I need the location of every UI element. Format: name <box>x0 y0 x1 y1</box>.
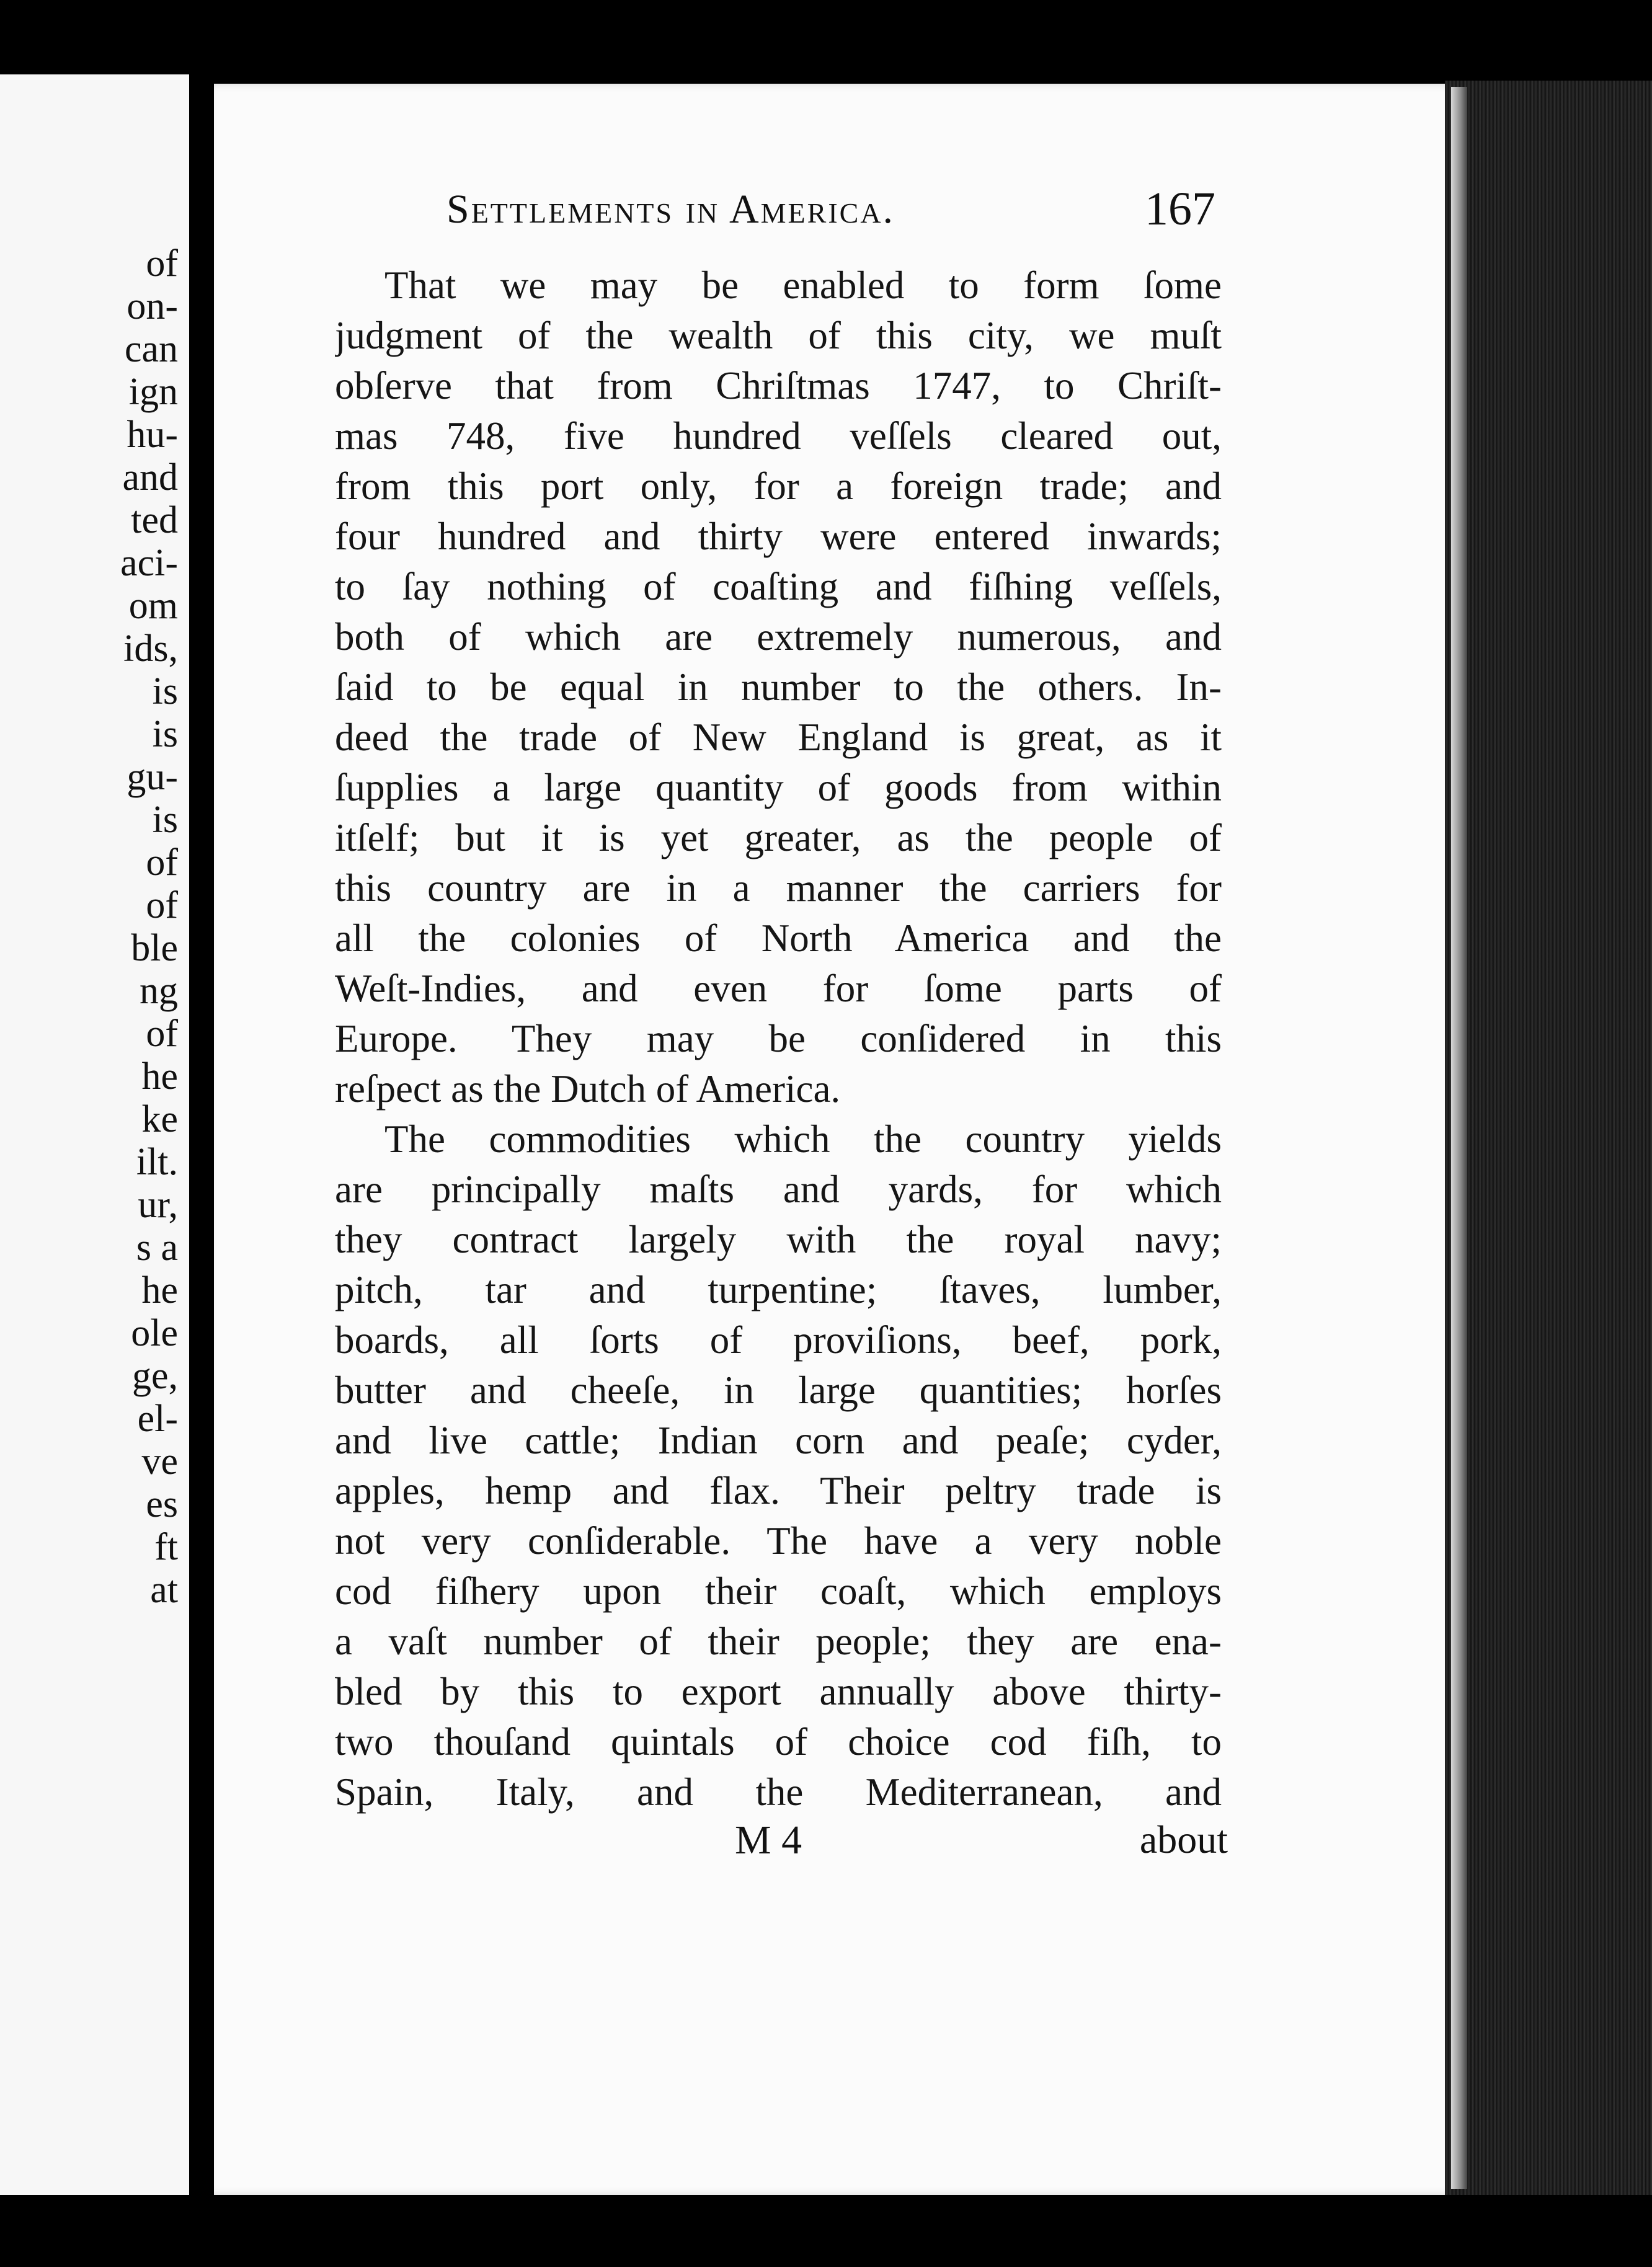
text-line: Spain, Italy, and the Mediterranean, and <box>335 1770 1222 1814</box>
previous-page-fragment: ft <box>154 1526 178 1568</box>
previous-page-fragment: of <box>146 841 178 884</box>
previous-page-fragment: is <box>152 799 178 841</box>
text-line: to ſay nothing of coaſting and fiſhing veſſels, <box>335 565 1222 608</box>
previous-page-fragment: gu- <box>127 756 178 798</box>
text-line: The commodities which the country yields <box>384 1117 1222 1161</box>
page-number: 167 <box>1145 183 1215 235</box>
previous-page-fragment: ole <box>131 1312 178 1354</box>
text-line: a vaſt number of their people; they are ena- <box>335 1620 1222 1663</box>
text-line: pitch, tar and turpentine; ſtaves, lumber, <box>335 1268 1222 1311</box>
previous-page-fragment: is <box>152 713 178 755</box>
text-line: from this port only, for a foreign trade; and <box>335 464 1222 508</box>
text-line: they contract largely with the royal navy; <box>335 1218 1222 1261</box>
previous-page-fragment: hu- <box>127 414 178 456</box>
previous-page-fragment: of <box>146 1013 178 1055</box>
text-line: ſaid to be equal in number to the others. In- <box>335 665 1222 709</box>
text-line: obſerve that from Chriſtmas 1747, to Chriſt- <box>335 364 1222 407</box>
previous-page <box>0 74 189 2195</box>
text-line: butter and cheeſe, in large quantities; horſes <box>335 1369 1222 1412</box>
previous-page-fragment: ids, <box>123 628 178 670</box>
catchword: about <box>1139 1817 1228 1861</box>
text-line: all the colonies of North America and the <box>335 916 1222 960</box>
previous-page-fragment: on- <box>127 285 178 327</box>
previous-page-fragment: ng <box>140 970 178 1012</box>
previous-page-fragment: aci- <box>120 542 178 584</box>
page-edge <box>1451 87 1467 2189</box>
previous-page-fragment: and <box>122 456 178 499</box>
text-line: Weſt-Indies, and even for ſome parts of <box>335 967 1222 1010</box>
text-line: That we may be enabled to form ſome <box>384 264 1222 307</box>
previous-page-fragment: es <box>146 1483 178 1525</box>
book-gutter <box>189 62 214 2207</box>
previous-page-fragment: of <box>146 884 178 926</box>
text-line: mas 748, five hundred veſſels cleared out, <box>335 414 1222 458</box>
previous-page-fragment: ilt. <box>136 1141 178 1183</box>
text-line: deed the trade of New England is great, as it <box>335 716 1222 759</box>
text-line: cod fiſhery upon their coaſt, which employs <box>335 1569 1222 1613</box>
text-line: both of which are extremely numerous, and <box>335 615 1222 659</box>
previous-page-fragment: el- <box>137 1398 178 1440</box>
previous-page-fragment: of <box>146 242 178 285</box>
text-line: itſelf; but it is yet greater, as the people of <box>335 816 1222 859</box>
text-line: judgment of the wealth of this city, we muſt <box>335 314 1222 357</box>
text-line: Europe. They may be conſidered in this <box>335 1017 1222 1060</box>
previous-page-fragment: ur, <box>138 1184 178 1226</box>
text-line: ſupplies a large quantity of goods from within <box>335 766 1222 809</box>
text-line: apples, hemp and flax. Their peltry trade is <box>335 1469 1222 1512</box>
text-line: four hundred and thirty were entered inwards; <box>335 515 1222 558</box>
previous-page-fragment: ble <box>131 927 178 969</box>
page-header <box>446 183 1215 242</box>
previous-page-fragment: is <box>152 670 178 712</box>
text-line: two thouſand quintals of choice cod fiſh, to <box>335 1720 1222 1763</box>
previous-page-fragment: ve <box>141 1440 178 1483</box>
text-line: bled by this to export annually above thirty- <box>335 1670 1222 1713</box>
previous-page-fragment: can <box>124 328 178 370</box>
previous-page-fragment: ign <box>128 371 178 413</box>
running-head: Settlements in America. <box>446 187 895 232</box>
previous-page-fragment: ge, <box>131 1355 178 1397</box>
text-line: boards, all ſorts of proviſions, beef, pork, <box>335 1318 1222 1362</box>
text-line: reſpect as the Dutch of America. <box>335 1067 841 1111</box>
previous-page-fragment: om <box>128 585 178 627</box>
text-line: not very conſiderable. The have a very noble <box>335 1519 1222 1563</box>
text-line: are principally maſts and yards, for which <box>335 1168 1222 1211</box>
previous-page-fragment: he <box>141 1055 178 1098</box>
previous-page-fragment: he <box>141 1269 178 1311</box>
page-footer <box>335 1817 1228 1873</box>
previous-page-fragment: ke <box>141 1098 178 1140</box>
previous-page-fragment: ted <box>131 499 178 541</box>
previous-page-fragment: at <box>150 1569 178 1611</box>
body-text <box>335 260 1222 1817</box>
book-fore-edge <box>1445 81 1652 2195</box>
text-line: this country are in a manner the carriers for <box>335 866 1222 910</box>
previous-page-fragment: s a <box>136 1227 178 1269</box>
signature-mark: M 4 <box>735 1817 802 1863</box>
text-line: and live cattle; Indian corn and peaſe; cyder, <box>335 1419 1222 1462</box>
